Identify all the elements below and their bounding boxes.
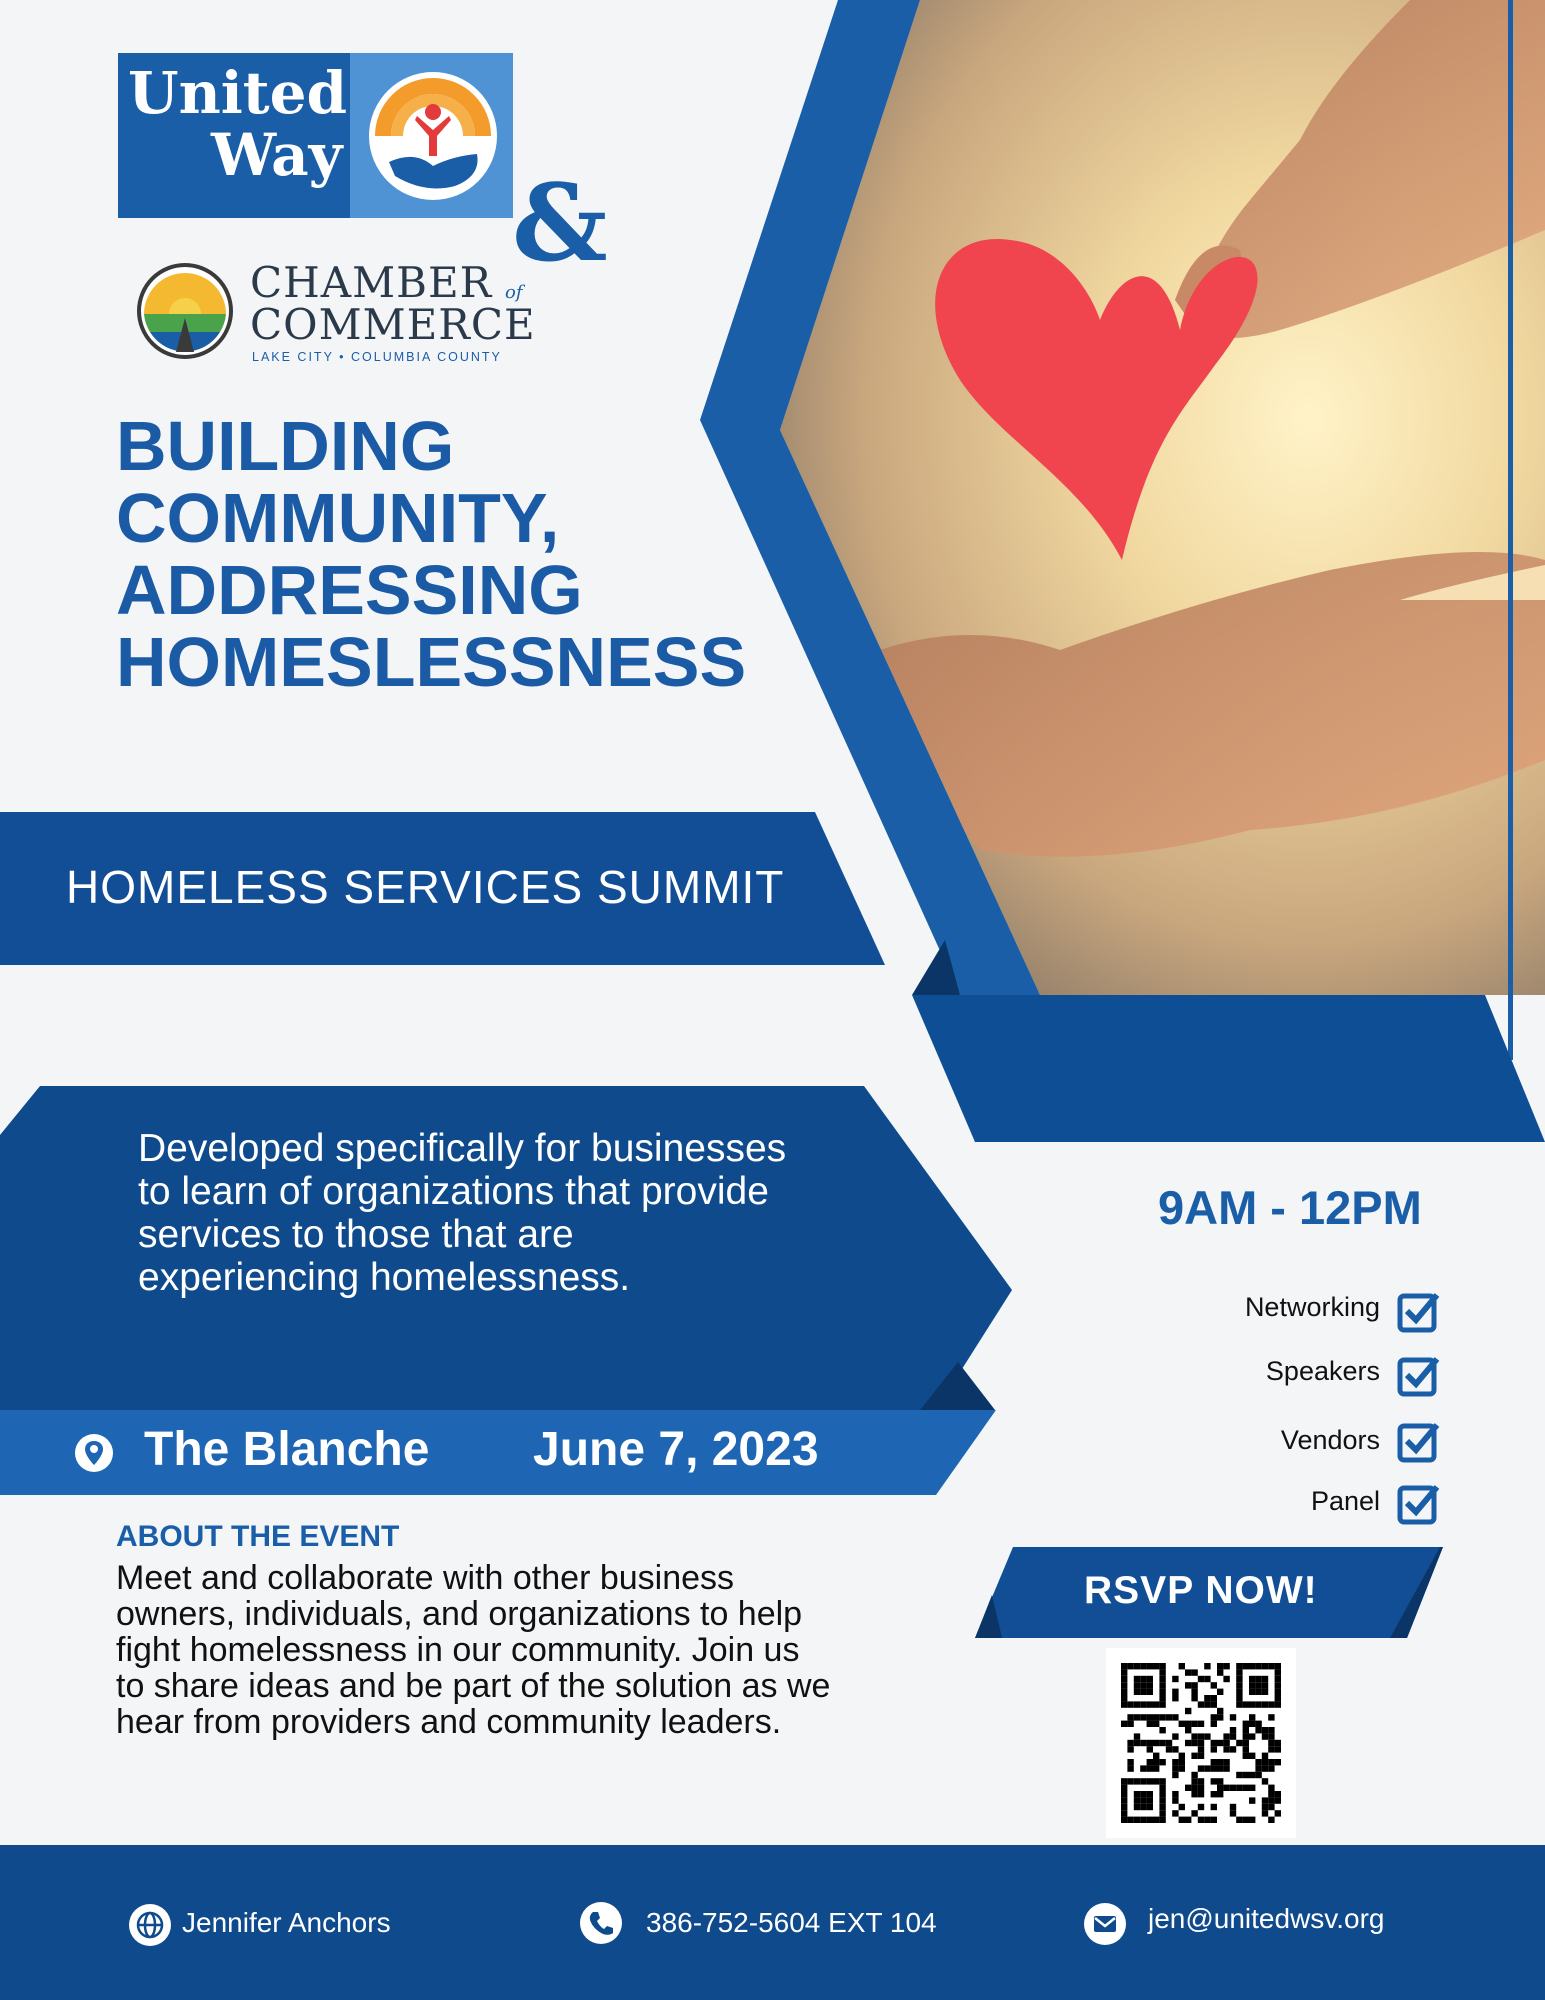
- mail-icon: [1083, 1902, 1127, 1946]
- checklist-item-networking: Networking: [1244, 1292, 1380, 1322]
- contact-email[interactable]: jen@unitedwsv.org: [1148, 1903, 1385, 1934]
- summit-title: HOMELESS SERVICES SUMMIT: [66, 861, 785, 913]
- qr-code[interactable]: [1106, 1648, 1296, 1838]
- event-description: Developed specifically for businesses to learn of organizations that provide services to those that are experiencing homelessness.: [138, 1127, 787, 1299]
- page-title: BUILDING COMMUNITY, ADDRESSING HOMESLESSNESS: [116, 407, 747, 701]
- ampersand: &: [512, 160, 608, 285]
- checkbox-icon: [1397, 1353, 1441, 1397]
- event-time: 9AM - 12PM: [1158, 1181, 1422, 1234]
- event-venue: The Blanche: [144, 1423, 430, 1476]
- united-way-hand-icon: [365, 68, 501, 204]
- chamber-location: LAKE CITY • COLUMBIA COUNTY: [252, 350, 502, 364]
- checkbox-icon: [1397, 1289, 1441, 1333]
- united-way-wordmark: United Way: [128, 59, 348, 189]
- checkbox-icon: [1397, 1481, 1441, 1525]
- rsvp-button[interactable]: RSVP NOW!: [1084, 1569, 1318, 1612]
- contact-name: Jennifer Anchors: [182, 1907, 391, 1938]
- map-pin-icon: [74, 1433, 114, 1473]
- contact-phone[interactable]: 386-752-5604 EXT 104: [646, 1907, 937, 1938]
- chamber-sun-icon: [136, 262, 234, 360]
- checklist-item-panel: Panel: [1310, 1486, 1380, 1516]
- chamber-wordmark: CHAMBER COMMERCE: [250, 258, 536, 349]
- phone-icon: [579, 1901, 623, 1945]
- globe-icon: [128, 1903, 172, 1947]
- checkbox-icon: [1397, 1419, 1441, 1463]
- event-date: June 7, 2023: [533, 1423, 819, 1476]
- about-text: Meet and collaborate with other business owners, individuals, and organizations to help fight homelessness in our community. Join us to share ideas and be part of the solution as we hear from providers and community leaders.: [116, 1559, 831, 1741]
- about-heading: ABOUT THE EVENT: [116, 1520, 400, 1553]
- checklist-item-speakers: Speakers: [1265, 1356, 1380, 1386]
- checklist-item-vendors: Vendors: [1280, 1425, 1380, 1455]
